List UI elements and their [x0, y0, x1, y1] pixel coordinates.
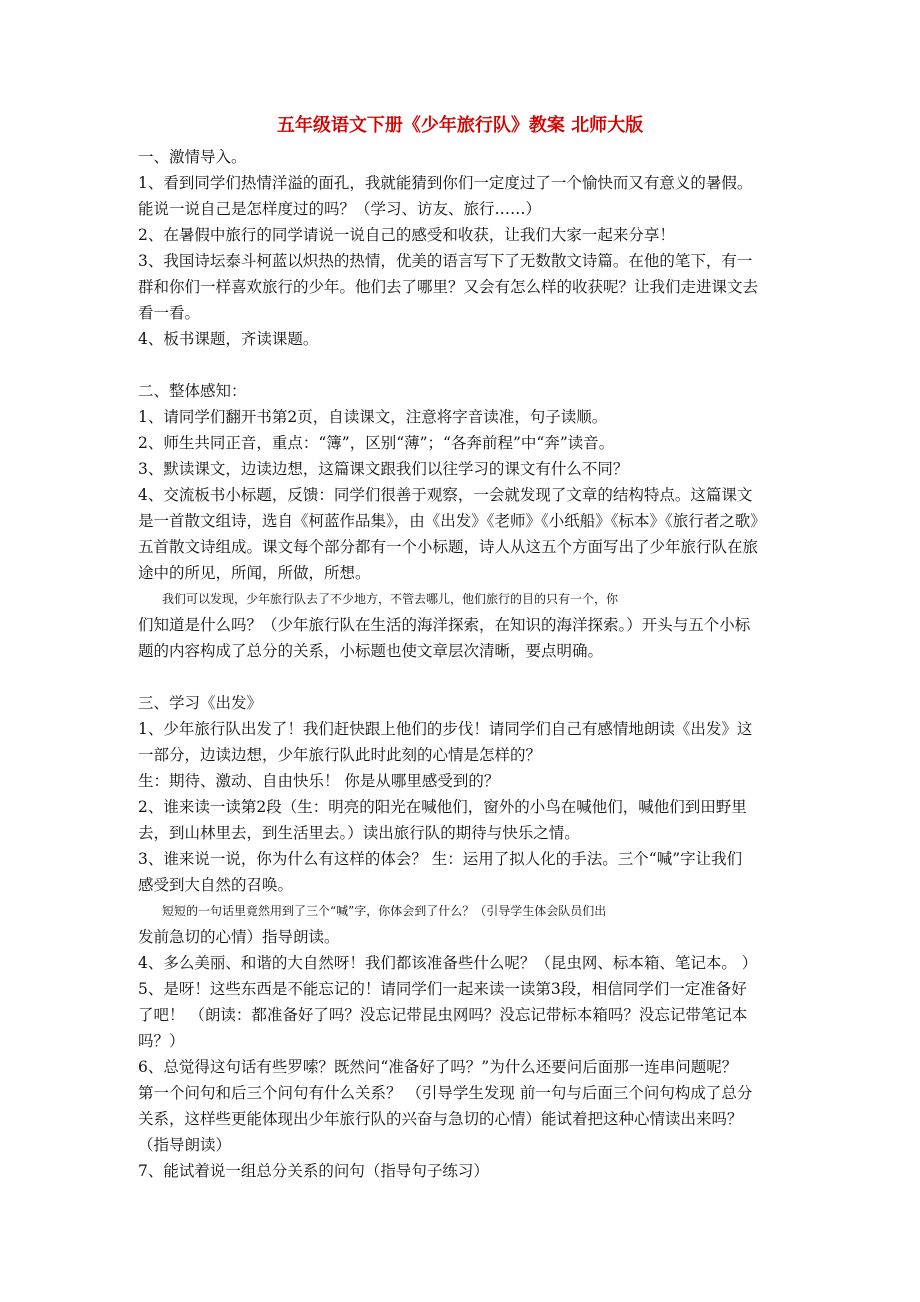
- text-line: 4、交流板书小标题，反馈：同学们很善于观察，一会就发现了文章的结构特点。这篇课文: [138, 486, 753, 504]
- text-line: 5、是呀！这些东西是不能忘记的！请同学们一起来读一读第3段，相信同学们一定准备好: [138, 980, 747, 998]
- section-heading: 二、整体感知：: [138, 382, 247, 400]
- text-line: 2、在暑假中旅行的同学请说一说自己的感受和收获，让我们大家一起来分享！: [138, 226, 675, 244]
- text-line: 4、多么美丽、和谐的大自然呀！我们都该准备些什么呢？（昆虫网、标本箱、笔记本。 ）: [138, 954, 758, 972]
- text-line: 看一看。: [138, 304, 201, 322]
- text-line: 们知道是什么吗？（少年旅行队在生活的海洋探索，在知识的海洋探索。）开头与五个小标: [138, 616, 751, 634]
- text-line: 1、看到同学们热情洋溢的面孔，我就能猜到你们一定度过了一个愉快而又有意义的暑假。: [138, 174, 753, 192]
- text-line: 题的内容构成了总分的关系，小标题也使文章层次清晰，要点明确。: [138, 642, 604, 660]
- text-line: 能说一说自己是怎样度过的吗？（学习、访友、旅行……）: [138, 200, 542, 218]
- text-line: 2、谁来读一读第2段（生：明亮的阳光在喊他们，窗外的小鸟在喊他们，喊他们到田野里: [138, 798, 747, 816]
- text-line: 3、默读课文，边读边想，这篇课文跟我们以往学习的课文有什么不同？: [138, 460, 629, 478]
- text-line: 1、请同学们翻开书第2页，自读课文，注意将字音读准，句子读顺。: [138, 408, 608, 426]
- text-line: 1、少年旅行队出发了！我们赶快跟上他们的步伐！请同学们自己有感情地朗读《出发》这: [138, 720, 753, 738]
- text-line: 途中的所见，所闻，所做，所想。: [138, 564, 371, 582]
- text-line: 2、师生共同正音，重点：“簿”，区别“薄”；“各奔前程”中“奔”读音。: [138, 434, 615, 452]
- text-line: 发前急切的心情）指导朗读。: [138, 928, 340, 946]
- text-line: （指导朗读）: [138, 1136, 232, 1154]
- text-line: 3、我国诗坛泰斗柯蓝以炽热的热情，优美的语言写下了无数散文诗篇。在他的笔下，有一: [138, 252, 753, 270]
- text-line: 了吧！ （朗读：都准备好了吗？没忘记带昆虫网吗？没忘记带标本箱吗？没忘记带笔记本: [138, 1006, 748, 1024]
- text-line: 是一首散文组诗，选自《柯蓝作品集》，由《出发》《老师》《小纸船》《标本》《旅行者之歌》: [138, 512, 766, 530]
- section-heading: 一、激情导入。: [138, 148, 247, 166]
- text-line: 短短的一句话里竟然用到了三个“喊”字，你体会到了什么？（引导学生体会队员们出: [162, 904, 607, 918]
- text-line: 关系，这样些更能体现出少年旅行队的兴奋与急切的心情）能试着把这种心情读出来吗？: [138, 1110, 743, 1128]
- text-line: 7、能试着说一组总分关系的问句（指导句子练习）: [138, 1162, 489, 1180]
- text-line: 五首散文诗组成。课文每个部分都有一个小标题，诗人从这五个方面写出了少年旅行队在旅: [138, 538, 759, 556]
- text-line: 第一个问句和后三个问句有什么关系？ （引导学生发现 前一句与后面三个问句构成了总分: [138, 1084, 753, 1102]
- text-line: 3、谁来说一说，你为什么有这样的体会？ 生：运用了拟人化的手法。三个“喊”字让我们: [138, 850, 743, 868]
- text-line: 一部分，边读边想，少年旅行队此时此刻的心情是怎样的？: [138, 746, 542, 764]
- text-line: 4、板书课题，齐读课题。: [138, 330, 319, 348]
- text-line: 6、总觉得这句话有些罗嗦？既然问“准备好了吗？”为什么还要问后面那一连串问题呢？: [138, 1058, 738, 1076]
- document-title: 五年级语文下册《少年旅行队》教案 北师大版: [276, 115, 644, 136]
- text-line: 生：期待、激动、自由快乐！ 你是从哪里感受到的？: [138, 772, 500, 790]
- section-heading: 三、学习《出发》: [138, 694, 263, 712]
- text-line: 感受到大自然的召唤。: [138, 876, 294, 894]
- text-line: 群和你们一样喜欢旅行的少年。他们去了哪里？又会有怎么样的收获呢？让我们走进课文去: [138, 278, 759, 296]
- text-line: 吗？）: [138, 1032, 185, 1050]
- text-line: 我们可以发现，少年旅行队去了不少地方，不管去哪儿，他们旅行的目的只有一个，你: [162, 592, 619, 606]
- text-line: 去，到山林里去，到生活里去。）读出旅行队的期待与快乐之情。: [138, 824, 580, 842]
